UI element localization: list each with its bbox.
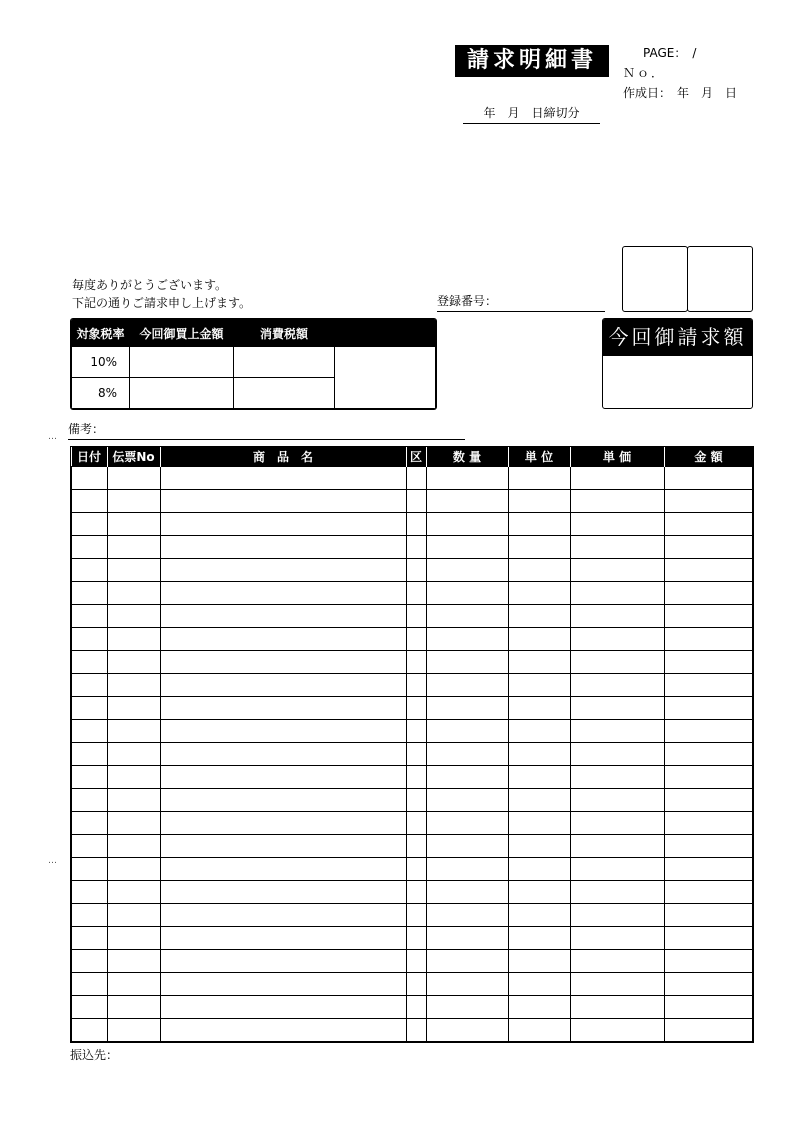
unit-price-cell[interactable] xyxy=(570,720,664,743)
unit-cell[interactable] xyxy=(508,651,570,674)
amount-cell[interactable] xyxy=(664,927,753,950)
product-name-cell[interactable] xyxy=(160,467,406,490)
unit-price-cell[interactable] xyxy=(570,513,664,536)
category-cell[interactable] xyxy=(406,996,426,1019)
product-name-header: 商 品 名 xyxy=(160,447,406,467)
table-row xyxy=(72,559,753,582)
slip-number-cell[interactable] xyxy=(107,605,160,628)
table-row xyxy=(72,628,753,651)
unit-cell[interactable] xyxy=(508,605,570,628)
amount-cell[interactable] xyxy=(664,490,753,513)
date-cell[interactable] xyxy=(72,697,108,720)
date-cell[interactable] xyxy=(72,858,108,881)
table-row xyxy=(72,582,753,605)
page-number-label: PAGE： / xyxy=(643,46,697,60)
amount-header: 金 額 xyxy=(664,447,753,467)
date-cell[interactable] xyxy=(72,973,108,996)
product-name-cell[interactable] xyxy=(160,605,406,628)
unit-cell[interactable] xyxy=(508,467,570,490)
category-cell[interactable] xyxy=(406,513,426,536)
amount-cell[interactable] xyxy=(664,766,753,789)
date-cell[interactable] xyxy=(72,559,108,582)
date-cell[interactable] xyxy=(72,835,108,858)
unit-cell[interactable] xyxy=(508,904,570,927)
date-cell[interactable] xyxy=(72,950,108,973)
document-number-label: Ｎｏ． xyxy=(623,66,666,80)
slip-number-cell[interactable] xyxy=(107,881,160,904)
table-row xyxy=(72,835,753,858)
consumption-tax-8[interactable] xyxy=(234,378,335,409)
date-cell[interactable] xyxy=(72,904,108,927)
slip-number-cell[interactable] xyxy=(107,973,160,996)
slip-number-cell[interactable] xyxy=(107,812,160,835)
unit-cell[interactable] xyxy=(508,582,570,605)
greeting-line-2: 下記の通りご請求申し上げます。 xyxy=(72,296,252,310)
product-name-cell[interactable] xyxy=(160,651,406,674)
table-row xyxy=(72,674,753,697)
amount-cell[interactable] xyxy=(664,1019,753,1042)
unit-price-cell[interactable] xyxy=(570,996,664,1019)
table-row xyxy=(72,996,753,1019)
bank-transfer-label: 振込先： xyxy=(70,1048,119,1062)
date-cell[interactable] xyxy=(72,467,108,490)
quantity-cell[interactable] xyxy=(426,1019,508,1042)
unit-price-cell[interactable] xyxy=(570,605,664,628)
category-cell[interactable] xyxy=(406,812,426,835)
quantity-cell[interactable] xyxy=(426,697,508,720)
category-cell[interactable] xyxy=(406,490,426,513)
unit-cell[interactable] xyxy=(508,674,570,697)
category-cell[interactable] xyxy=(406,950,426,973)
quantity-cell[interactable] xyxy=(426,582,508,605)
date-cell[interactable] xyxy=(72,674,108,697)
unit-cell[interactable] xyxy=(508,720,570,743)
unit-price-header: 単 価 xyxy=(570,447,664,467)
remarks-label: 備考： xyxy=(68,422,105,436)
product-name-cell[interactable] xyxy=(160,582,406,605)
product-name-cell[interactable] xyxy=(160,674,406,697)
product-name-cell[interactable] xyxy=(160,835,406,858)
quantity-cell[interactable] xyxy=(426,490,508,513)
purchase-amount-header: 今回御買上金額 xyxy=(130,320,234,347)
slip-number-cell[interactable] xyxy=(107,559,160,582)
date-cell[interactable] xyxy=(72,582,108,605)
quantity-cell[interactable] xyxy=(426,536,508,559)
amount-cell[interactable] xyxy=(664,835,753,858)
table-row xyxy=(72,973,753,996)
quantity-cell[interactable] xyxy=(426,835,508,858)
slip-number-cell[interactable] xyxy=(107,697,160,720)
billing-period-label: 年 月 日締切分 xyxy=(463,104,600,124)
table-row xyxy=(72,697,753,720)
amount-cell[interactable] xyxy=(664,881,753,904)
unit-price-cell[interactable] xyxy=(570,651,664,674)
quantity-cell[interactable] xyxy=(426,559,508,582)
date-cell[interactable] xyxy=(72,720,108,743)
quantity-cell[interactable] xyxy=(426,513,508,536)
purchase-amount-8[interactable] xyxy=(130,378,234,409)
category-cell[interactable] xyxy=(406,858,426,881)
unit-price-cell[interactable] xyxy=(570,743,664,766)
table-row xyxy=(72,1019,753,1042)
slip-number-cell[interactable] xyxy=(107,743,160,766)
quantity-cell[interactable] xyxy=(426,789,508,812)
unit-cell[interactable] xyxy=(508,812,570,835)
greeting-line-1: 毎度ありがとうございます。 xyxy=(72,278,228,292)
date-cell[interactable] xyxy=(72,996,108,1019)
quantity-cell[interactable] xyxy=(426,766,508,789)
date-cell[interactable] xyxy=(72,766,108,789)
unit-price-cell[interactable] xyxy=(570,490,664,513)
amount-cell[interactable] xyxy=(664,651,753,674)
quantity-header: 数 量 xyxy=(426,447,508,467)
date-cell[interactable] xyxy=(72,1019,108,1042)
unit-price-cell[interactable] xyxy=(570,881,664,904)
product-name-cell[interactable] xyxy=(160,950,406,973)
table-row xyxy=(72,605,753,628)
slip-number-cell[interactable] xyxy=(107,490,160,513)
category-cell[interactable] xyxy=(406,881,426,904)
tax-rate-10: 10% xyxy=(72,347,130,378)
amount-cell[interactable] xyxy=(664,950,753,973)
slip-number-cell[interactable] xyxy=(107,996,160,1019)
unit-cell[interactable] xyxy=(508,927,570,950)
total-billing-box xyxy=(602,318,753,409)
unit-price-cell[interactable] xyxy=(570,559,664,582)
tax-rate-header: 対象税率 xyxy=(72,320,130,347)
unit-cell[interactable] xyxy=(508,628,570,651)
unit-cell[interactable] xyxy=(508,1019,570,1042)
date-cell[interactable] xyxy=(72,536,108,559)
unit-price-cell[interactable] xyxy=(570,766,664,789)
unit-cell[interactable] xyxy=(508,536,570,559)
unit-cell[interactable] xyxy=(508,743,570,766)
amount-cell[interactable] xyxy=(664,697,753,720)
slip-number-cell[interactable] xyxy=(107,536,160,559)
product-name-cell[interactable] xyxy=(160,927,406,950)
unit-price-cell[interactable] xyxy=(570,628,664,651)
amount-cell[interactable] xyxy=(664,674,753,697)
quantity-cell[interactable] xyxy=(426,881,508,904)
quantity-cell[interactable] xyxy=(426,858,508,881)
product-name-cell[interactable] xyxy=(160,536,406,559)
product-name-cell[interactable] xyxy=(160,697,406,720)
category-cell[interactable] xyxy=(406,605,426,628)
slip-number-cell[interactable] xyxy=(107,766,160,789)
unit-cell[interactable] xyxy=(508,766,570,789)
amount-cell[interactable] xyxy=(664,513,753,536)
date-cell[interactable] xyxy=(72,743,108,766)
quantity-cell[interactable] xyxy=(426,950,508,973)
detail-table xyxy=(70,446,754,1043)
table-row xyxy=(72,950,753,973)
category-cell[interactable] xyxy=(406,559,426,582)
unit-cell[interactable] xyxy=(508,559,570,582)
category-cell[interactable] xyxy=(406,835,426,858)
date-cell[interactable] xyxy=(72,605,108,628)
unit-cell[interactable] xyxy=(508,490,570,513)
table-row xyxy=(72,490,753,513)
table-row xyxy=(72,766,753,789)
quantity-cell[interactable] xyxy=(426,743,508,766)
category-cell[interactable] xyxy=(406,536,426,559)
amount-cell[interactable] xyxy=(664,559,753,582)
quantity-cell[interactable] xyxy=(426,674,508,697)
category-cell[interactable] xyxy=(406,973,426,996)
unit-cell[interactable] xyxy=(508,950,570,973)
slip-number-cell[interactable] xyxy=(107,651,160,674)
product-name-cell[interactable] xyxy=(160,789,406,812)
tax-rate-8: 8% xyxy=(72,378,130,409)
unit-price-cell[interactable] xyxy=(570,536,664,559)
date-cell[interactable] xyxy=(72,490,108,513)
registration-number-label: 登録番号： xyxy=(437,294,498,308)
created-date-label: 作成日： 年 月 日 xyxy=(623,86,738,100)
unit-cell[interactable] xyxy=(508,835,570,858)
remarks-field[interactable] xyxy=(68,420,465,440)
amount-cell[interactable] xyxy=(664,973,753,996)
amount-cell[interactable] xyxy=(664,628,753,651)
amount-cell[interactable] xyxy=(664,582,753,605)
table-row xyxy=(72,881,753,904)
amount-cell[interactable] xyxy=(664,812,753,835)
table-row xyxy=(72,536,753,559)
unit-price-cell[interactable] xyxy=(570,904,664,927)
total-billing-label: 今回御請求額 xyxy=(603,319,752,356)
category-cell[interactable] xyxy=(406,467,426,490)
product-name-cell[interactable] xyxy=(160,1019,406,1042)
document-title: 請求明細書 xyxy=(455,45,609,77)
table-row xyxy=(72,720,753,743)
unit-price-cell[interactable] xyxy=(570,697,664,720)
slip-number-cell[interactable] xyxy=(107,950,160,973)
table-row xyxy=(72,467,753,490)
amount-cell[interactable] xyxy=(664,720,753,743)
unit-cell[interactable] xyxy=(508,513,570,536)
date-cell[interactable] xyxy=(72,513,108,536)
table-row xyxy=(72,743,753,766)
unit-price-cell[interactable] xyxy=(570,950,664,973)
tax-summary-table xyxy=(70,318,437,410)
slip-number-cell[interactable] xyxy=(107,674,160,697)
category-cell[interactable] xyxy=(406,674,426,697)
consumption-tax-header: 消費税額 xyxy=(234,320,335,347)
product-name-cell[interactable] xyxy=(160,628,406,651)
category-cell[interactable] xyxy=(406,766,426,789)
category-cell[interactable] xyxy=(406,697,426,720)
unit-price-cell[interactable] xyxy=(570,789,664,812)
margin-dots-bottom: … xyxy=(48,856,57,866)
unit-cell[interactable] xyxy=(508,858,570,881)
date-cell[interactable] xyxy=(72,789,108,812)
amount-cell[interactable] xyxy=(664,996,753,1019)
date-cell[interactable] xyxy=(72,881,108,904)
quantity-cell[interactable] xyxy=(426,927,508,950)
quantity-cell[interactable] xyxy=(426,651,508,674)
unit-price-cell[interactable] xyxy=(570,674,664,697)
product-name-cell[interactable] xyxy=(160,996,406,1019)
stamp-box-right xyxy=(687,246,753,312)
product-name-cell[interactable] xyxy=(160,766,406,789)
category-cell[interactable] xyxy=(406,904,426,927)
table-row xyxy=(72,513,753,536)
total-billing-amount[interactable] xyxy=(603,356,752,408)
date-cell[interactable] xyxy=(72,628,108,651)
quantity-cell[interactable] xyxy=(426,720,508,743)
category-cell[interactable] xyxy=(406,651,426,674)
amount-cell[interactable] xyxy=(664,858,753,881)
product-name-cell[interactable] xyxy=(160,559,406,582)
registration-number-field[interactable] xyxy=(437,292,605,312)
product-name-cell[interactable] xyxy=(160,720,406,743)
unit-price-cell[interactable] xyxy=(570,467,664,490)
quantity-cell[interactable] xyxy=(426,605,508,628)
amount-cell[interactable] xyxy=(664,789,753,812)
category-cell[interactable] xyxy=(406,582,426,605)
unit-price-cell[interactable] xyxy=(570,973,664,996)
slip-number-cell[interactable] xyxy=(107,927,160,950)
unit-price-cell[interactable] xyxy=(570,858,664,881)
table-row xyxy=(72,858,753,881)
quantity-cell[interactable] xyxy=(426,812,508,835)
consumption-tax-10[interactable] xyxy=(234,347,335,378)
purchase-amount-10[interactable] xyxy=(130,347,234,378)
date-cell[interactable] xyxy=(72,927,108,950)
slip-number-cell[interactable] xyxy=(107,904,160,927)
unit-price-cell[interactable] xyxy=(570,927,664,950)
unit-cell[interactable] xyxy=(508,973,570,996)
product-name-cell[interactable] xyxy=(160,973,406,996)
table-row xyxy=(72,927,753,950)
table-row xyxy=(72,904,753,927)
category-cell[interactable] xyxy=(406,720,426,743)
slip-number-cell[interactable] xyxy=(107,835,160,858)
unit-price-cell[interactable] xyxy=(570,812,664,835)
unit-price-cell[interactable] xyxy=(570,835,664,858)
quantity-cell[interactable] xyxy=(426,904,508,927)
slip-number-cell[interactable] xyxy=(107,582,160,605)
date-cell[interactable] xyxy=(72,812,108,835)
category-cell[interactable] xyxy=(406,789,426,812)
date-cell[interactable] xyxy=(72,651,108,674)
unit-price-cell[interactable] xyxy=(570,1019,664,1042)
quantity-cell[interactable] xyxy=(426,467,508,490)
category-cell[interactable] xyxy=(406,743,426,766)
unit-cell[interactable] xyxy=(508,789,570,812)
blank-header xyxy=(335,320,436,347)
table-row xyxy=(72,789,753,812)
category-cell[interactable] xyxy=(406,628,426,651)
amount-cell[interactable] xyxy=(664,605,753,628)
slip-number-header: 伝票No xyxy=(107,447,160,467)
date-header: 日付 xyxy=(72,447,108,467)
amount-cell[interactable] xyxy=(664,536,753,559)
product-name-cell[interactable] xyxy=(160,513,406,536)
unit-cell[interactable] xyxy=(508,881,570,904)
product-name-cell[interactable] xyxy=(160,904,406,927)
table-row xyxy=(72,812,753,835)
slip-number-cell[interactable] xyxy=(107,858,160,881)
category-cell[interactable] xyxy=(406,927,426,950)
slip-number-cell[interactable] xyxy=(107,628,160,651)
amount-cell[interactable] xyxy=(664,467,753,490)
quantity-cell[interactable] xyxy=(426,628,508,651)
slip-number-cell[interactable] xyxy=(107,467,160,490)
product-name-cell[interactable] xyxy=(160,858,406,881)
slip-number-cell[interactable] xyxy=(107,720,160,743)
unit-cell[interactable] xyxy=(508,697,570,720)
amount-cell[interactable] xyxy=(664,743,753,766)
tax-extra-cell[interactable] xyxy=(335,347,436,409)
stamp-box-left xyxy=(622,246,688,312)
slip-number-cell[interactable] xyxy=(107,513,160,536)
margin-dots-top: … xyxy=(48,432,57,442)
quantity-cell[interactable] xyxy=(426,996,508,1019)
unit-header: 単 位 xyxy=(508,447,570,467)
product-name-cell[interactable] xyxy=(160,881,406,904)
unit-price-cell[interactable] xyxy=(570,582,664,605)
product-name-cell[interactable] xyxy=(160,812,406,835)
category-header: 区 xyxy=(406,447,426,467)
amount-cell[interactable] xyxy=(664,904,753,927)
unit-cell[interactable] xyxy=(508,996,570,1019)
slip-number-cell[interactable] xyxy=(107,789,160,812)
product-name-cell[interactable] xyxy=(160,743,406,766)
quantity-cell[interactable] xyxy=(426,973,508,996)
category-cell[interactable] xyxy=(406,1019,426,1042)
slip-number-cell[interactable] xyxy=(107,1019,160,1042)
table-row xyxy=(72,651,753,674)
product-name-cell[interactable] xyxy=(160,490,406,513)
